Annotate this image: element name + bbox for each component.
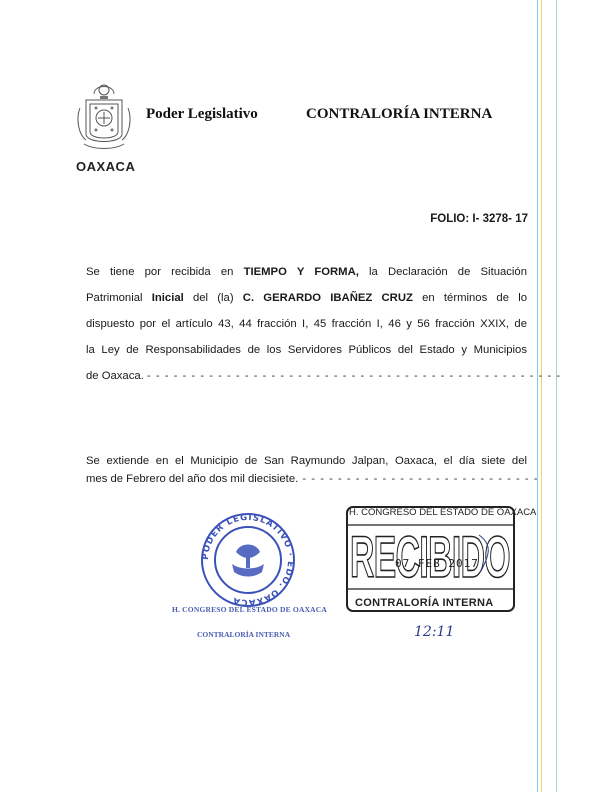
- seal-caption-contraloria: CONTRALORÍA INTERNA: [197, 630, 291, 639]
- paragraph-line: la Ley de Responsabilidades de los Servidores Públicos del Estado y Municipios: [86, 344, 527, 356]
- folio-number: FOLIO: I- 3278- 17: [430, 213, 528, 225]
- body-paragraph-1: [86, 259, 562, 389]
- stamp-header: H. CONGRESO DEL ESTADO DE OAXACA: [349, 507, 537, 518]
- scan-edge-line: [556, 0, 557, 792]
- declarant-name: C. GERARDO IBAÑEZ CRUZ: [242, 292, 413, 304]
- stamp-footer: CONTRALORÍA INTERNA: [355, 597, 494, 609]
- text-run: del (la): [183, 292, 243, 304]
- text-run: la Declaración de Situación: [358, 266, 527, 278]
- seal-ring-text: PODER LEGISLATIVO · EDO. OAXACA: [200, 512, 296, 608]
- org-name: OAXACA: [76, 159, 136, 174]
- stamp-date: 07 FEB 2017: [395, 557, 479, 570]
- scan-edge-line: [541, 0, 542, 792]
- text-run: Se tiene por recibida en: [86, 266, 244, 278]
- paragraph-line: dispuesto por el artículo 43, 44 fracción I, 45 fracción I, 46 y 56 fracción XXIX, de: [86, 318, 527, 330]
- header-right-label: CONTRALORÍA INTERNA: [306, 106, 493, 122]
- body-paragraph-2: [86, 452, 539, 488]
- paragraph-line: [86, 363, 562, 389]
- text-run: Patrimonial: [86, 292, 152, 304]
- text-emphasis: TIEMPO Y FORMA,: [243, 266, 359, 278]
- handwritten-time: 12:11: [414, 624, 455, 640]
- paragraph-line: Se extiende en el Municipio de San Raymundo Jalpan, Oaxaca, el día siete del: [86, 455, 527, 467]
- oaxaca-crest-icon: [76, 78, 132, 160]
- dash-filler: - - - - - - - - - - - - - - - - - - - - - - - - - - - - - - - - - - - - - - - - - - - - - - -: [146, 370, 562, 382]
- paragraph-line: [86, 470, 539, 488]
- text-run: mes de Febrero del año dos mil diecisiete.: [86, 473, 299, 485]
- scan-edge-line: [537, 0, 538, 792]
- text-run: en términos de lo: [412, 292, 527, 304]
- stamp-big-word: RECIBIDO: [350, 525, 510, 590]
- text-emphasis: Inicial: [151, 292, 184, 304]
- seal-caption-congress: H. CONGRESO DEL ESTADO DE OAXACA: [172, 605, 328, 614]
- dash-filler: - - - - - - - - - - - - - - - - - - - - - - - - - - -: [298, 473, 539, 485]
- header-left-label: Poder Legislativo: [146, 106, 258, 122]
- paragraph-line: [86, 285, 527, 311]
- text-run: de Oaxaca.: [86, 370, 144, 382]
- paragraph-line: [86, 259, 527, 285]
- official-seal-icon: [196, 512, 300, 608]
